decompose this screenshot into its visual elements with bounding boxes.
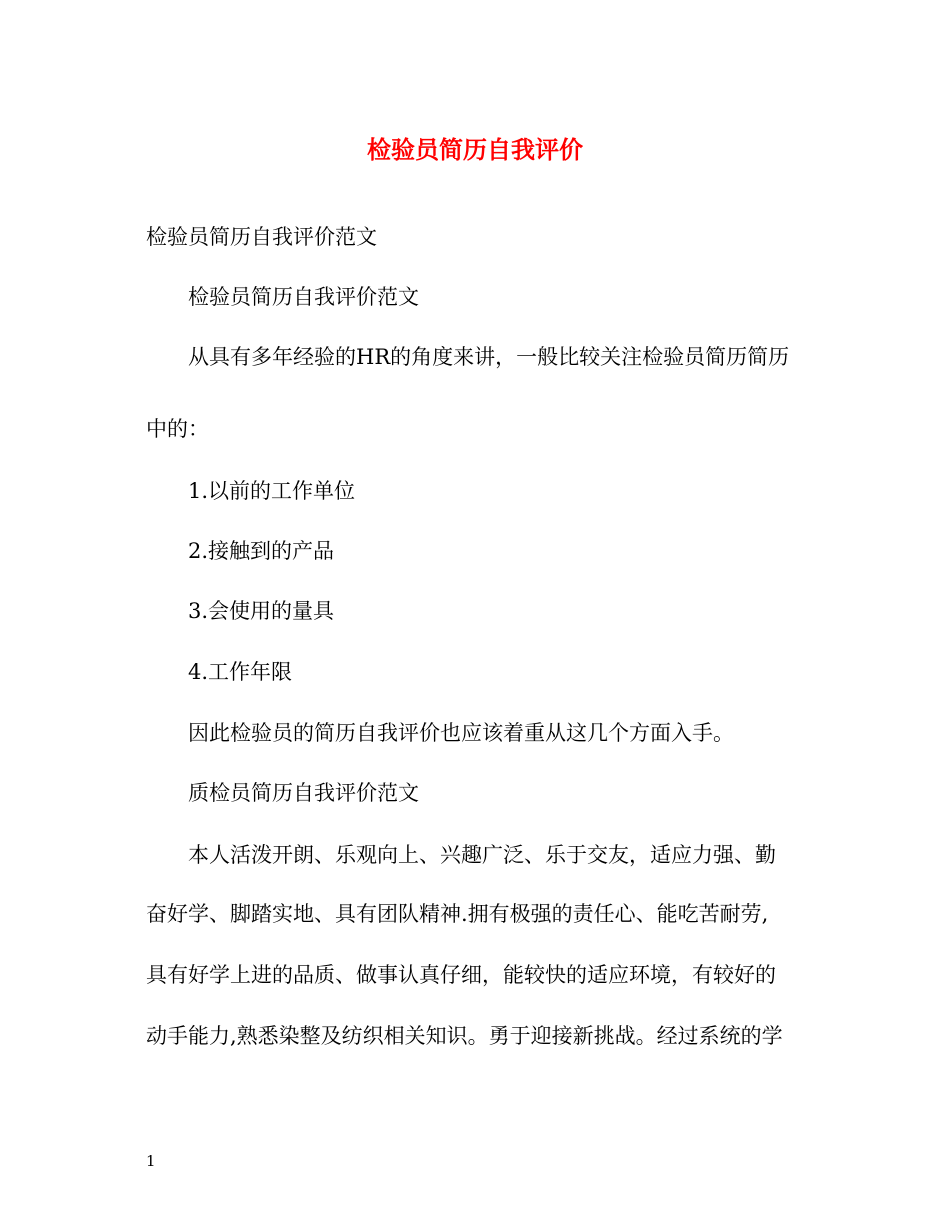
paragraph-line: 从具有多年经验的HR的角度来讲，一般比较关注检验员简历简历 xyxy=(188,345,790,369)
document-title: 检验员简历自我评价 xyxy=(367,135,583,164)
section-heading: 质检员简历自我评价范文 xyxy=(188,781,419,805)
paragraph-line: 检验员简历自我评价范文 xyxy=(188,285,419,309)
paragraph-line: 奋好学、脚踏实地、具有团队精神.拥有极强的责任心、能吃苦耐劳, xyxy=(146,902,769,926)
paragraph-line: 本人活泼开朗、乐观向上、兴趣广泛、乐于交友，适应力强、勤 xyxy=(188,843,776,867)
paragraph-line: 中的： xyxy=(146,417,209,441)
paragraph-line: 因此检验员的简历自我评价也应该着重从这几个方面入手。 xyxy=(188,721,734,745)
list-item: 2.接触到的产品 xyxy=(188,539,335,563)
paragraph-line: 检验员简历自我评价范文 xyxy=(146,225,377,249)
page-number: 1 xyxy=(146,1152,156,1170)
paragraph-line: 动手能力,熟悉染整及纺织相关知识。勇于迎接新挑战。经过系统的学 xyxy=(146,1024,783,1048)
list-item: 1.以前的工作单位 xyxy=(188,479,356,503)
paragraph-line: 具有好学上进的品质、做事认真仔细，能较快的适应环境，有较好的 xyxy=(146,963,776,987)
list-item: 3.会使用的量具 xyxy=(188,599,335,623)
list-item: 4.工作年限 xyxy=(188,660,293,684)
